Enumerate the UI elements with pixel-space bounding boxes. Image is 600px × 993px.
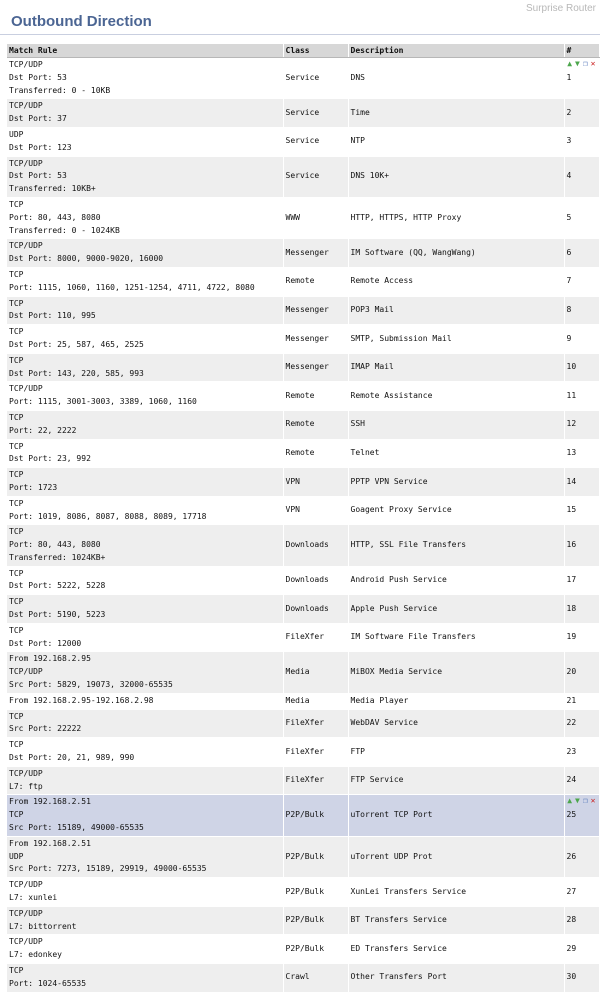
class-cell: P2P/Bulk (283, 836, 348, 877)
class-cell: P2P/Bulk (283, 878, 348, 907)
class-cell: Remote (283, 439, 348, 468)
rule-number-cell (564, 325, 599, 354)
move-down-icon[interactable]: ▼ (575, 796, 580, 806)
table-row[interactable] (7, 127, 599, 156)
table-row[interactable] (7, 296, 599, 325)
class-cell: Messenger (283, 325, 348, 354)
column-header-number[interactable]: # (564, 44, 599, 58)
rule-number: 25 (566, 810, 577, 820)
rule-number: 21 (566, 695, 577, 705)
rule-number-cell (564, 935, 599, 964)
table-row[interactable] (7, 709, 599, 738)
rule-number: 6 (566, 247, 572, 257)
rule-number: 14 (566, 476, 577, 486)
match-rule-line: Port: 1115, 3001-3003, 3389, 1060, 1160 (9, 397, 197, 407)
match-rule-cell (7, 836, 283, 877)
match-rule-cell (7, 906, 283, 935)
rule-number: 18 (566, 603, 577, 613)
table-row[interactable] (7, 197, 599, 238)
table-row[interactable] (7, 439, 599, 468)
description-cell: DNS 10K+ (348, 156, 564, 197)
class-cell: VPN (283, 468, 348, 497)
rule-number: 20 (566, 667, 577, 677)
row-actions (567, 60, 595, 68)
description-cell: IM Software (QQ, WangWang) (348, 239, 564, 268)
match-rule-cell (7, 496, 283, 525)
match-rule-line: TCP/UDP (9, 937, 43, 947)
rule-number: 11 (566, 390, 577, 400)
match-rule-line: From 192.168.2.95-192.168.2.98 (9, 695, 154, 705)
match-rule-line: L7: edonkey (9, 950, 62, 960)
class-cell: Downloads (283, 525, 348, 566)
rule-number-cell (564, 353, 599, 382)
column-header-class[interactable]: Class (283, 44, 348, 58)
description-cell: SSH (348, 410, 564, 439)
description-cell: Remote Access (348, 267, 564, 296)
match-rule-line: Port: 22, 2222 (9, 425, 77, 435)
description-cell: FTP Service (348, 766, 564, 795)
table-row[interactable] (7, 935, 599, 964)
match-rule-line: TCP (9, 412, 24, 422)
match-rule-cell (7, 382, 283, 411)
description-cell: IMAP Mail (348, 353, 564, 382)
description-cell: HTTP, HTTPS, HTTP Proxy (348, 197, 564, 238)
match-rule-cell (7, 878, 283, 907)
class-cell: P2P/Bulk (283, 795, 348, 836)
match-rule-line: Dst Port: 110, 995 (9, 311, 96, 321)
row-actions (567, 797, 595, 805)
rule-number-cell (564, 566, 599, 595)
rule-number: 16 (566, 540, 577, 550)
description-cell: Media Player (348, 693, 564, 709)
rule-number-cell (564, 239, 599, 268)
class-cell: Service (283, 127, 348, 156)
rule-number: 12 (566, 419, 577, 429)
table-row[interactable] (7, 566, 599, 595)
match-rule-line: TCP/UDP (9, 908, 43, 918)
table-row[interactable] (7, 766, 599, 795)
class-cell: Remote (283, 382, 348, 411)
match-rule-cell (7, 296, 283, 325)
match-rule-cell (7, 525, 283, 566)
match-rule-cell (7, 468, 283, 497)
match-rule-line: Dst Port: 12000 (9, 638, 82, 648)
rule-number: 19 (566, 632, 577, 642)
column-header-match-rule[interactable]: Match Rule (7, 44, 283, 58)
description-cell: BT Transfers Service (348, 906, 564, 935)
match-rule-cell (7, 197, 283, 238)
match-rule-cell (7, 439, 283, 468)
class-cell: P2P/Bulk (283, 935, 348, 964)
rule-number-cell (564, 468, 599, 497)
description-cell: WebDAV Service (348, 709, 564, 738)
table-row[interactable] (7, 652, 599, 693)
table-header-row (7, 44, 599, 58)
match-rule-cell (7, 623, 283, 652)
table-row[interactable] (7, 795, 599, 836)
match-rule-line: UDP (9, 129, 24, 139)
match-rule-line: TCP (9, 199, 24, 209)
match-rule-cell (7, 99, 283, 128)
description-cell: ED Transfers Service (348, 935, 564, 964)
match-rule-cell (7, 353, 283, 382)
rule-number-cell (564, 496, 599, 525)
match-rule-line: TCP (9, 740, 24, 750)
match-rule-line: Src Port: 5829, 19073, 32000-65535 (9, 680, 173, 690)
class-cell: WWW (283, 197, 348, 238)
match-rule-line: TCP/UDP (9, 768, 43, 778)
match-rule-line: TCP/UDP (9, 60, 43, 69)
class-cell: Messenger (283, 239, 348, 268)
rule-number: 22 (566, 718, 577, 728)
rule-number-cell (564, 439, 599, 468)
rule-number-cell (564, 906, 599, 935)
table-row[interactable] (7, 595, 599, 624)
class-cell: Service (283, 156, 348, 197)
class-cell: Remote (283, 267, 348, 296)
match-rule-line: Port: 1019, 8086, 8087, 8088, 8089, 17718 (9, 511, 207, 521)
table-body (7, 58, 599, 993)
rule-number: 30 (566, 972, 577, 982)
match-rule-line: L7: xunlei (9, 893, 58, 903)
move-down-icon[interactable]: ▼ (575, 59, 580, 68)
match-rule-line: TCP/UDP (9, 384, 43, 394)
class-cell: Messenger (283, 296, 348, 325)
match-rule-line: From 192.168.2.51 (9, 797, 91, 807)
class-cell: FileXfer (283, 766, 348, 795)
match-rule-line: Dst Port: 25, 587, 465, 2525 (9, 339, 144, 349)
match-rule-line: TCP/UDP (9, 101, 43, 111)
match-rule-line: Dst Port: 8000, 9000-9020, 16000 (9, 254, 164, 264)
table-row[interactable] (7, 623, 599, 652)
rule-number: 4 (566, 171, 572, 181)
match-rule-cell (7, 156, 283, 197)
match-rule-cell (7, 58, 283, 99)
description-cell: SMTP, Submission Mail (348, 325, 564, 354)
match-rule-line: Dst Port: 37 (9, 114, 67, 124)
rule-number-cell (564, 964, 599, 993)
rules-table (7, 44, 600, 993)
match-rule-line: TCP/UDP (9, 667, 43, 677)
rule-number-cell (564, 525, 599, 566)
rule-number-cell (564, 127, 599, 156)
rule-number: 10 (566, 362, 577, 372)
rule-number-cell (564, 878, 599, 907)
rule-number: 8 (566, 304, 572, 314)
match-rule-line: Dst Port: 53 (9, 171, 67, 181)
class-cell: FileXfer (283, 623, 348, 652)
rule-number-cell (564, 267, 599, 296)
match-rule-line: TCP (9, 527, 24, 537)
rule-number-cell (564, 595, 599, 624)
rule-number-cell (564, 410, 599, 439)
match-rule-cell (7, 595, 283, 624)
match-rule-line: TCP/UDP (9, 241, 43, 251)
match-rule-line: Dst Port: 53 (9, 72, 67, 82)
rule-number-cell (564, 58, 599, 99)
rule-number: 15 (566, 505, 577, 515)
match-rule-cell (7, 325, 283, 354)
rule-number: 13 (566, 447, 577, 457)
class-cell: Service (283, 99, 348, 128)
class-cell: Remote (283, 410, 348, 439)
table-row[interactable] (7, 878, 599, 907)
match-rule-cell (7, 652, 283, 693)
description-cell: POP3 Mail (348, 296, 564, 325)
match-rule-line: TCP (9, 269, 24, 279)
match-rule-line: Transferred: 0 - 1024KB (9, 225, 120, 235)
match-rule-line: TCP (9, 327, 24, 337)
description-cell: uTorrent UDP Prot (348, 836, 564, 877)
description-cell: FTP (348, 738, 564, 767)
match-rule-line: TCP (9, 298, 24, 308)
rule-number-cell (564, 296, 599, 325)
match-rule-line: TCP (9, 625, 24, 635)
description-cell: HTTP, SSL File Transfers (348, 525, 564, 566)
rule-number-cell (564, 623, 599, 652)
table-row[interactable] (7, 738, 599, 767)
match-rule-cell (7, 127, 283, 156)
table-row[interactable] (7, 58, 599, 99)
table-row[interactable] (7, 836, 599, 877)
rule-number: 24 (566, 775, 577, 785)
page-title: Outbound Direction (11, 13, 152, 30)
match-rule-cell (7, 935, 283, 964)
class-cell: P2P/Bulk (283, 906, 348, 935)
column-header-description[interactable]: Description (348, 44, 564, 58)
match-rule-line: Dst Port: 20, 21, 989, 990 (9, 753, 135, 763)
match-rule-line: From 192.168.2.51 (9, 838, 91, 848)
match-rule-cell (7, 693, 283, 709)
table-row[interactable] (7, 496, 599, 525)
description-cell: Goagent Proxy Service (348, 496, 564, 525)
rule-number: 17 (566, 575, 577, 585)
rule-number: 9 (566, 333, 572, 343)
class-cell: Media (283, 693, 348, 709)
class-cell: Downloads (283, 595, 348, 624)
table-row[interactable] (7, 906, 599, 935)
delete-icon[interactable]: ✕ (590, 796, 596, 806)
match-rule-line: Dst Port: 123 (9, 142, 72, 152)
match-rule-line: Transferred: 10KB+ (9, 184, 96, 194)
class-cell: FileXfer (283, 709, 348, 738)
rule-number-cell (564, 795, 599, 836)
rule-number-cell (564, 693, 599, 709)
description-cell: Android Push Service (348, 566, 564, 595)
description-cell: IM Software File Transfers (348, 623, 564, 652)
edit-icon[interactable]: ❐ (582, 59, 588, 68)
description-cell: PPTP VPN Service (348, 468, 564, 497)
table-row[interactable] (7, 410, 599, 439)
rule-number: 2 (566, 107, 572, 117)
match-rule-line: Src Port: 7273, 15189, 29919, 49000-65535 (9, 864, 207, 874)
rule-number: 5 (566, 212, 572, 222)
class-cell: Downloads (283, 566, 348, 595)
table-row[interactable] (7, 525, 599, 566)
match-rule-line: TCP/UDP (9, 880, 43, 890)
match-rule-line: Port: 1723 (9, 482, 58, 492)
rule-number: 3 (566, 136, 572, 146)
rule-number-cell (564, 197, 599, 238)
rule-number: 1 (566, 72, 572, 82)
table-row[interactable] (7, 693, 599, 709)
description-cell: uTorrent TCP Port (348, 795, 564, 836)
match-rule-line: TCP (9, 711, 24, 721)
rule-number-cell (564, 766, 599, 795)
match-rule-line: Dst Port: 23, 992 (9, 454, 91, 464)
match-rule-line: Src Port: 22222 (9, 724, 82, 734)
table-row[interactable] (7, 99, 599, 128)
table-row[interactable] (7, 325, 599, 354)
rule-number-cell (564, 99, 599, 128)
table-row[interactable] (7, 267, 599, 296)
match-rule-cell (7, 738, 283, 767)
match-rule-cell (7, 795, 283, 836)
match-rule-cell (7, 410, 283, 439)
match-rule-line: UDP (9, 851, 24, 861)
description-cell: MiBOX Media Service (348, 652, 564, 693)
match-rule-line: TCP (9, 355, 24, 365)
match-rule-line: L7: ftp (9, 781, 43, 791)
rule-number: 27 (566, 886, 577, 896)
match-rule-line: TCP (9, 810, 24, 820)
rule-number-cell (564, 836, 599, 877)
class-cell: FileXfer (283, 738, 348, 767)
rule-number: 28 (566, 915, 577, 925)
rule-number: 7 (566, 276, 572, 286)
rule-number-cell (564, 156, 599, 197)
description-cell: Telnet (348, 439, 564, 468)
match-rule-line: TCP (9, 498, 24, 508)
match-rule-line: Transferred: 1024KB+ (9, 552, 106, 562)
description-cell: Apple Push Service (348, 595, 564, 624)
move-up-icon[interactable]: ▲ (567, 796, 573, 806)
match-rule-line: Port: 1024-65535 (9, 978, 87, 988)
match-rule-line: Dst Port: 5222, 5228 (9, 581, 106, 591)
move-up-icon[interactable]: ▲ (567, 59, 573, 68)
description-cell: XunLei Transfers Service (348, 878, 564, 907)
match-rule-line: Src Port: 15189, 49000-65535 (9, 823, 144, 833)
rule-number-cell (564, 652, 599, 693)
match-rule-line: TCP/UDP (9, 158, 43, 168)
table-row[interactable] (7, 468, 599, 497)
rule-number-cell (564, 738, 599, 767)
match-rule-line: TCP (9, 568, 24, 578)
description-cell: Remote Assistance (348, 382, 564, 411)
class-cell: Crawl (283, 964, 348, 993)
match-rule-line: Port: 80, 443, 8080 (9, 540, 101, 550)
title-divider (0, 34, 600, 35)
class-cell: Media (283, 652, 348, 693)
table-row[interactable] (7, 382, 599, 411)
match-rule-line: TCP (9, 966, 24, 975)
match-rule-line: Port: 1115, 1060, 1160, 1251-1254, 4711, 4722, 8080 (9, 282, 255, 292)
description-cell: Other Transfers Port (348, 964, 564, 993)
delete-icon[interactable]: ✕ (590, 59, 596, 68)
match-rule-cell (7, 239, 283, 268)
description-cell: NTP (348, 127, 564, 156)
edit-icon[interactable]: ❐ (582, 796, 588, 806)
match-rule-line: Dst Port: 143, 220, 585, 993 (9, 368, 144, 378)
class-cell: Messenger (283, 353, 348, 382)
match-rule-line: Transferred: 0 - 10KB (9, 85, 111, 95)
match-rule-line: Dst Port: 5190, 5223 (9, 610, 106, 620)
description-cell: DNS (348, 58, 564, 99)
brand-label: Surprise Router (525, 3, 596, 14)
match-rule-line: TCP (9, 441, 24, 451)
table-row[interactable] (7, 239, 599, 268)
match-rule-line: L7: bittorrent (9, 921, 77, 931)
match-rule-cell (7, 566, 283, 595)
match-rule-line: Port: 80, 443, 8080 (9, 212, 101, 222)
match-rule-line: From 192.168.2.95 (9, 654, 91, 664)
rule-number: 29 (566, 943, 577, 953)
match-rule-cell (7, 964, 283, 993)
match-rule-cell (7, 709, 283, 738)
match-rule-line: TCP (9, 470, 24, 480)
class-cell: VPN (283, 496, 348, 525)
rule-number-cell (564, 382, 599, 411)
table-row[interactable] (7, 156, 599, 197)
table-row[interactable] (7, 964, 599, 993)
match-rule-cell (7, 766, 283, 795)
rule-number-cell (564, 709, 599, 738)
class-cell: Service (283, 58, 348, 99)
rule-number: 23 (566, 746, 577, 756)
match-rule-line: TCP (9, 597, 24, 607)
table-row[interactable] (7, 353, 599, 382)
rule-number: 26 (566, 851, 577, 861)
description-cell: Time (348, 99, 564, 128)
match-rule-cell (7, 267, 283, 296)
